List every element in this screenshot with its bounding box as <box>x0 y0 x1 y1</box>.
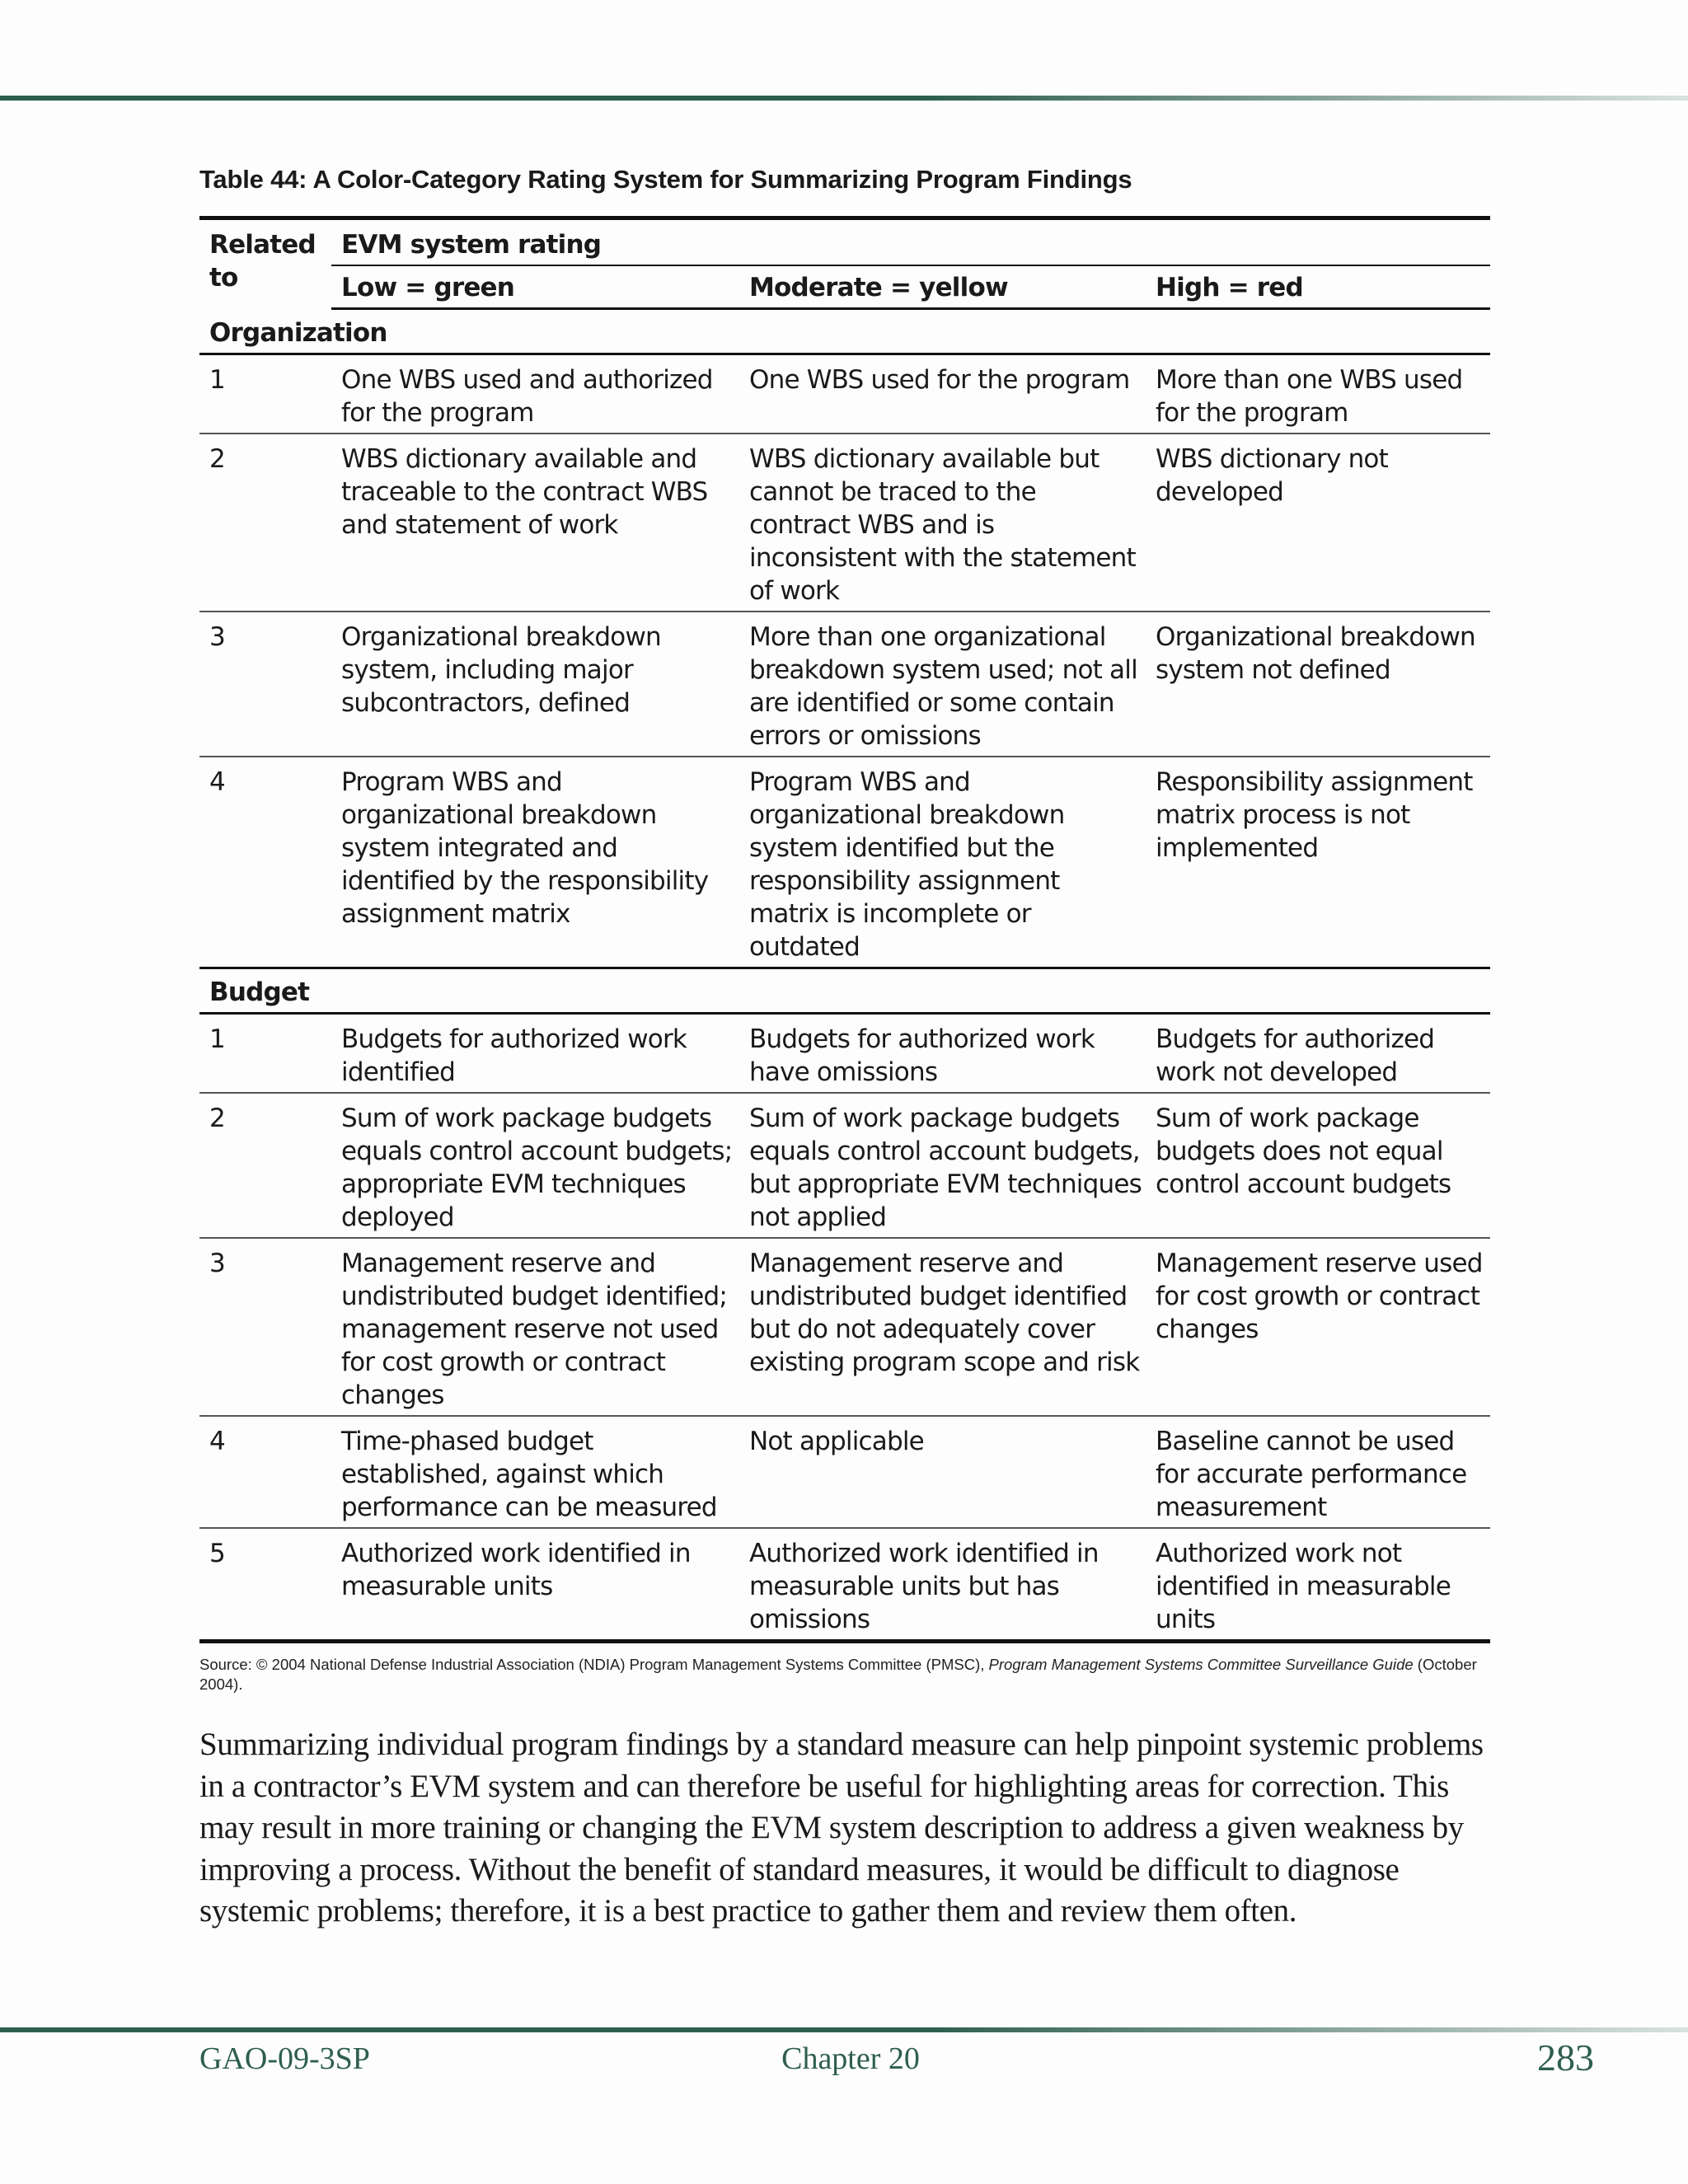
page-number: 283 <box>1537 2036 1594 2079</box>
section-row <box>199 309 1490 354</box>
section-heading: Budget <box>199 968 1490 1014</box>
cell-moderate-yellow: WBS dictionary available but cannot be traced to the contract WBS and is inconsistent with the statement of work <box>739 434 1146 612</box>
cell-low-green: Management reserve and undistributed budget identified; management reserve not used for cost growth or contract changes <box>331 1238 739 1416</box>
row-number: 1 <box>199 354 331 434</box>
body-paragraph: Summarizing individual program findings by a standard measure can help pinpoint systemic problems in a contractor’s EVM system and can therefore be useful for highlighting areas for correction. This may result in more training or changing the EVM system description to address a given weakness by improving a process. Without the benefit of standard measures, it would be difficult to diagnose systemic problems; therefore, it is a best practice to gather them and review them often. <box>199 1727 1484 1929</box>
cell-high-red: Sum of work package budgets does not equal control account budgets <box>1146 1093 1490 1238</box>
row-number: 4 <box>199 1416 331 1528</box>
table-title: Table 44: A Color-Category Rating System for Summarizing Program Findings <box>199 165 1132 194</box>
cell-moderate-yellow: Authorized work identified in measurable units but has omissions <box>749 1539 1099 1634</box>
cell-low-green: WBS dictionary available and traceable to the contract WBS and statement of work <box>331 434 739 612</box>
footer-rule <box>0 2027 1688 2032</box>
cell-low-green: One WBS used and authorized for the program <box>331 354 739 434</box>
report-number: GAO-09-3SP <box>199 2041 370 2076</box>
cell-moderate-yellow: Sum of work package budgets equals control account budgets, but appropriate EVM techniques not applied <box>739 1093 1146 1238</box>
table-body <box>199 309 1490 1642</box>
page-content <box>199 165 1490 1933</box>
cell-low-green: Sum of work package budgets equals control account budgets; appropriate EVM techniques deployed <box>331 1093 739 1238</box>
table-row <box>199 757 1490 968</box>
cell-high-red: Authorized work not identified in measurable units <box>1156 1539 1451 1634</box>
row-number: 4 <box>199 757 331 968</box>
cell-low-green: Time-phased budget established, against which performance can be measured <box>331 1416 739 1528</box>
cell-low-green: Organizational breakdown system, including major subcontractors, defined <box>331 612 739 757</box>
row-number: 2 <box>199 1093 331 1238</box>
cell-low-green: Program WBS and organizational breakdown system integrated and identified by the responsibility assignment matrix <box>331 757 739 968</box>
cell-high-red: WBS dictionary not developed <box>1146 434 1490 612</box>
cell-high-red: More than one WBS used for the program <box>1146 354 1490 434</box>
cell-moderate-yellow: More than one organizational breakdown system used; not all are identified or some contain errors or omissions <box>739 612 1146 757</box>
header-low-green: Low = green <box>331 265 739 309</box>
row-number: 2 <box>199 434 331 612</box>
header-high-red: High = red <box>1146 265 1490 309</box>
cell-high-red: Management reserve used for cost growth or contract changes <box>1146 1238 1490 1416</box>
cell-low-green: Budgets for authorized work identified <box>331 1014 739 1094</box>
table-row <box>199 1014 1490 1094</box>
table-row <box>199 1093 1490 1238</box>
source-prefix: Source: © 2004 National Defense Industrial Association (NDIA) Program Management Systems Committee (PMSC), <box>199 1656 989 1673</box>
source-suffix: (October 2004). <box>199 1656 1477 1693</box>
cell-low-green: Authorized work identified in measurable units <box>341 1539 691 1601</box>
table-row <box>199 1238 1490 1416</box>
source-note <box>199 1655 1490 1694</box>
header-rule <box>0 96 1688 101</box>
table-row <box>199 434 1490 612</box>
source-title: Program Management Systems Committee Surveillance Guide <box>988 1656 1414 1673</box>
header-moderate-yellow: Moderate = yellow <box>739 265 1146 309</box>
header-evm-system-rating: EVM system rating <box>331 218 1490 266</box>
cell-moderate-yellow: Program WBS and organizational breakdown system identified but the responsibility assignment matrix is incomplete or outdated <box>739 757 1146 968</box>
cell-high-red: Responsibility assignment matrix process is not implemented <box>1146 757 1490 968</box>
chapter-label: Chapter 20 <box>781 2041 920 2076</box>
table-row <box>199 1416 1490 1528</box>
cell-high-red: Baseline cannot be used for accurate performance measurement <box>1146 1416 1490 1528</box>
cell-moderate-yellow: Management reserve and undistributed budget identified but do not adequately cover existing program scope and risk <box>739 1238 1146 1416</box>
section-heading: Organization <box>199 309 1490 354</box>
table-row <box>199 1528 1490 1642</box>
header-related-to: Related to <box>209 230 316 293</box>
row-number: 3 <box>199 612 331 757</box>
cell-high-red: Organizational breakdown system not defined <box>1146 612 1490 757</box>
row-number: 1 <box>199 1014 331 1094</box>
table-row <box>199 354 1490 434</box>
cell-high-red: Budgets for authorized work not developed <box>1146 1014 1490 1094</box>
table-row <box>199 612 1490 757</box>
row-number: 3 <box>199 1238 331 1416</box>
row-number: 5 <box>209 1539 225 1568</box>
cell-moderate-yellow: One WBS used for the program <box>739 354 1146 434</box>
rating-table <box>199 216 1490 1643</box>
cell-moderate-yellow: Budgets for authorized work have omissions <box>739 1014 1146 1094</box>
cell-moderate-yellow: Not applicable <box>739 1416 1146 1528</box>
section-row <box>199 968 1490 1014</box>
